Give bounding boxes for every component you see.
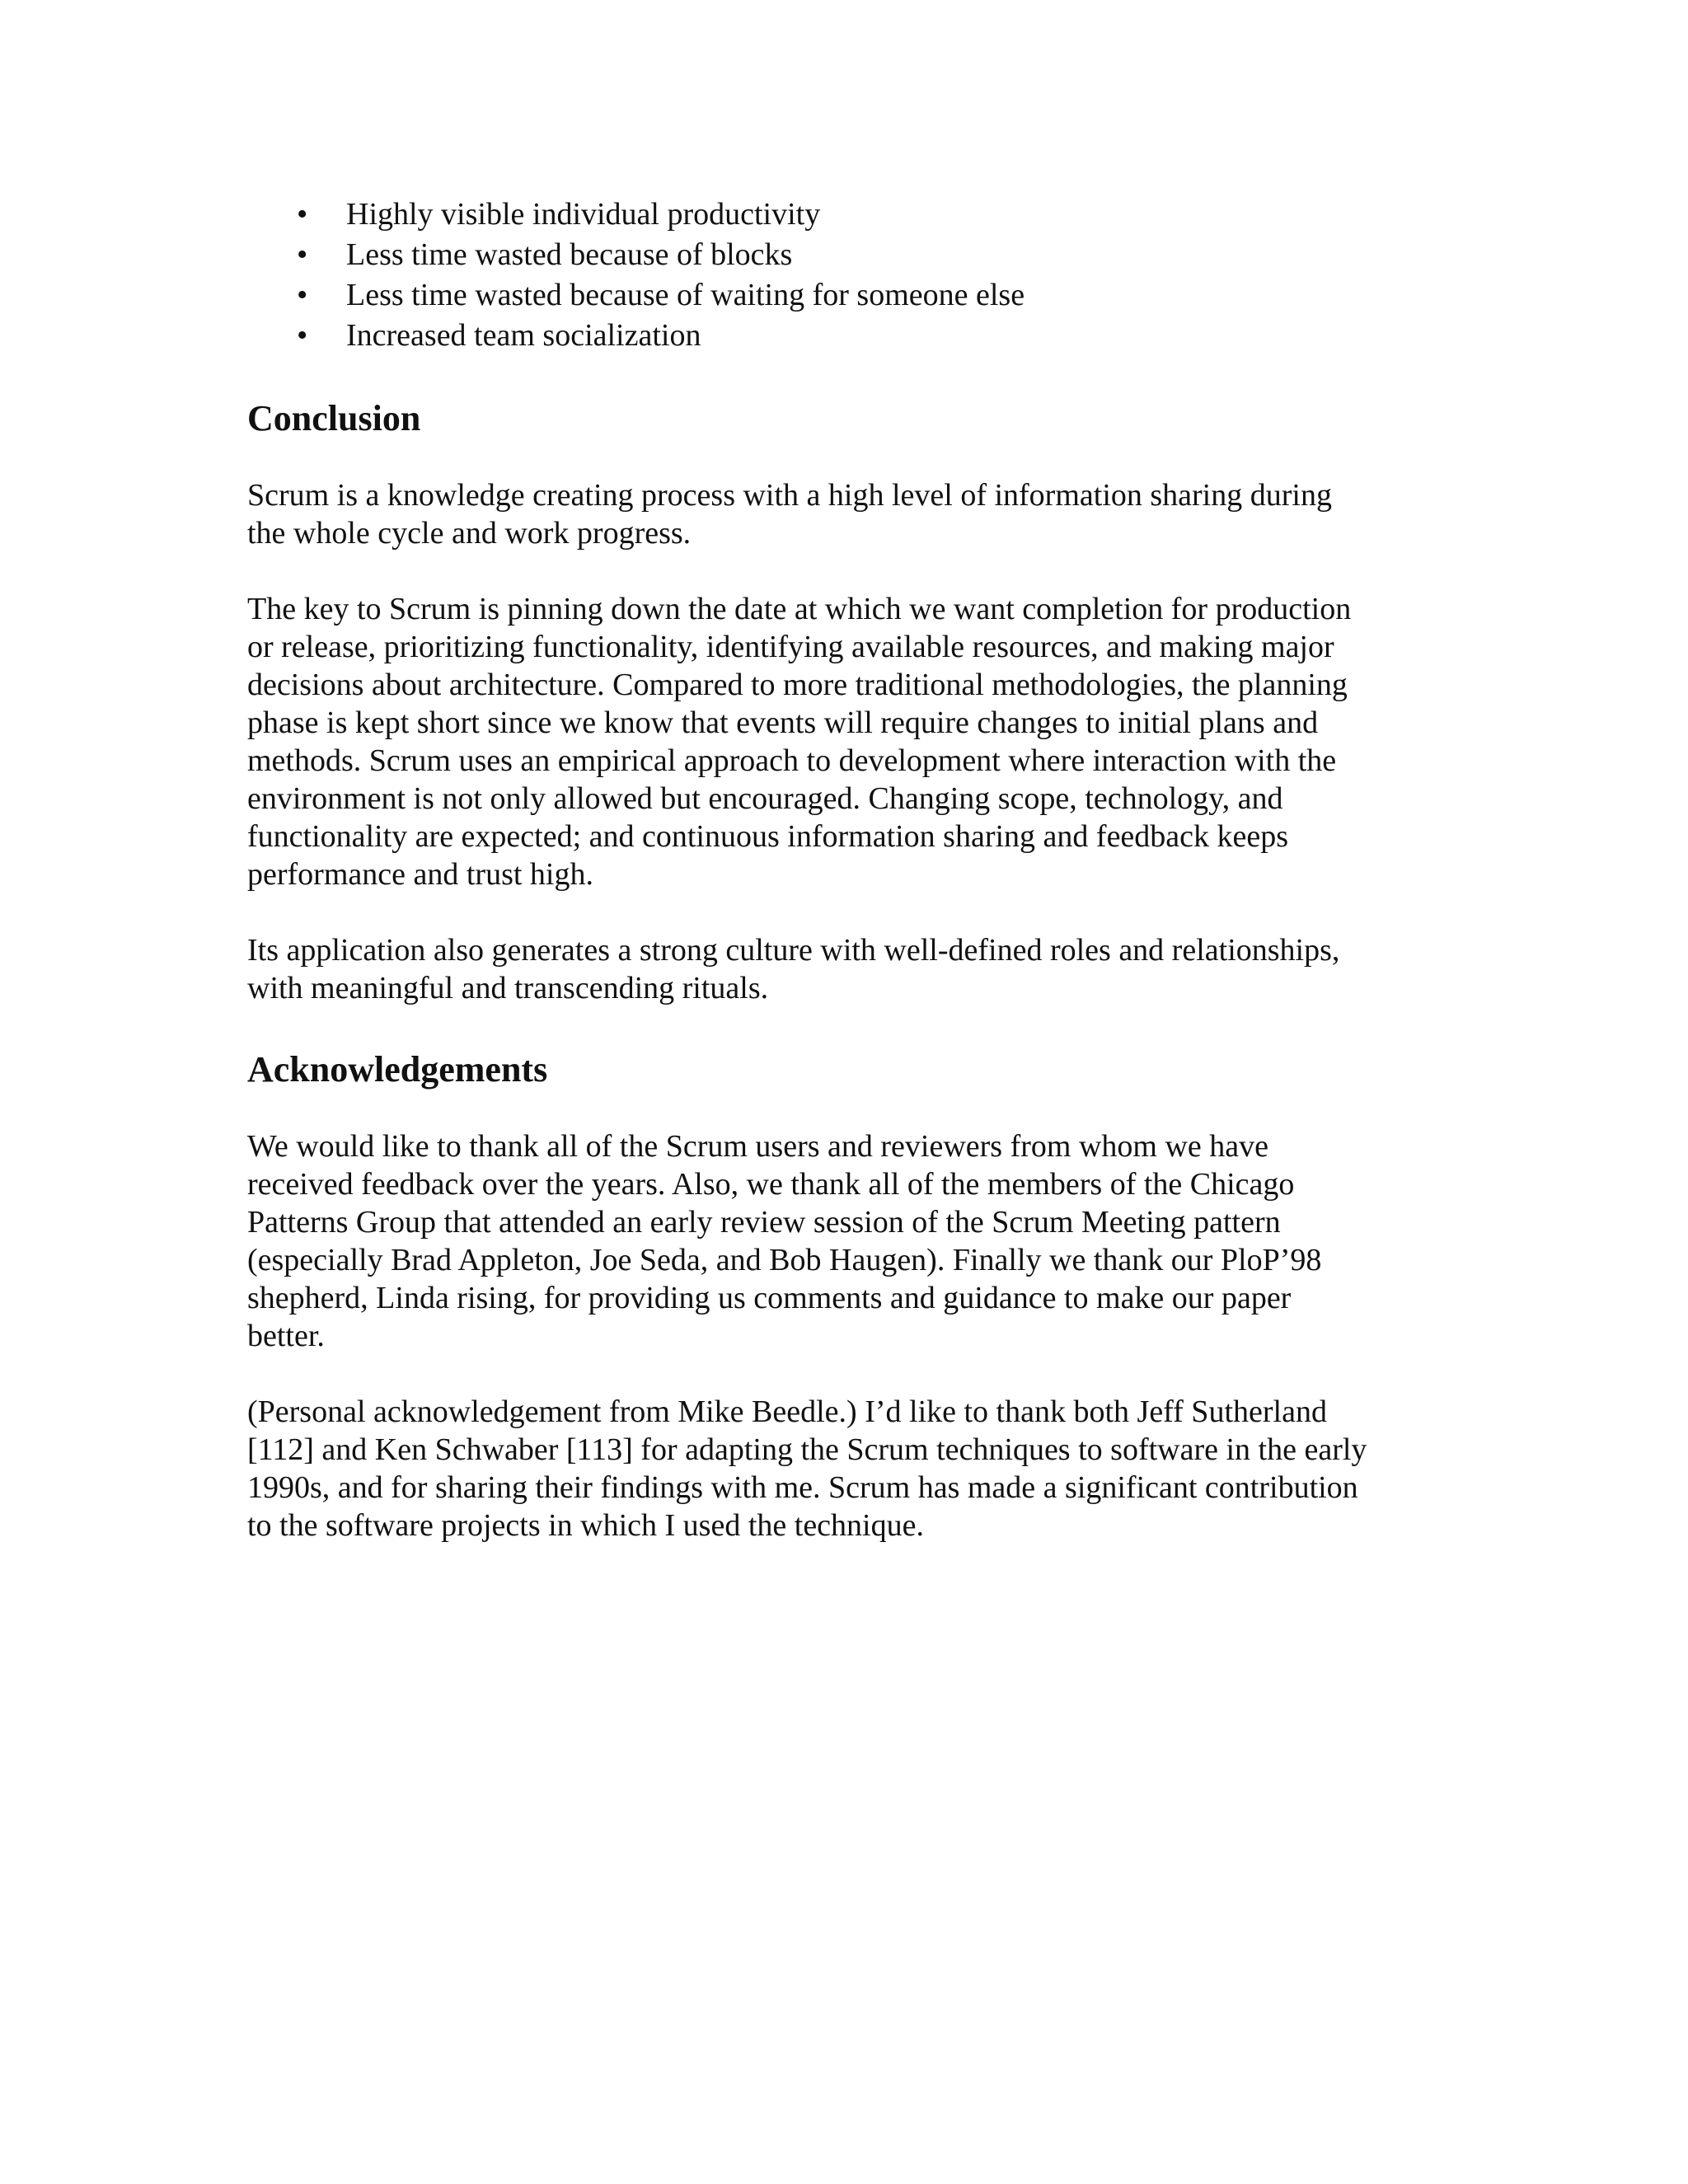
list-item [247,275,1451,316]
benefits-list [247,194,1451,356]
bullet-icon: • [297,318,308,353]
list-item [247,194,1451,235]
conclusion-heading: Conclusion [247,398,421,438]
acknowledgements-paragraph-1: We would like to thank all of the Scrum users and reviewers from whom we have received feedback over the years. Also, we thank all of the members of the Chicago Patterns Group that attended an early review session of the Scrum Meeting pattern (especially Brad Appleton, Joe Seda, and Bob Haugen). Finally we thank our PloP’98 shepherd, Linda rising, for providing us comments and guidance to make our paper better. [247,1129,1322,1353]
list-item-text: Less time wasted because of waiting for someone else [346,278,1025,312]
bullet-icon: • [297,237,308,272]
acknowledgements-heading: Acknowledgements [247,1049,548,1090]
list-item-text: Increased team socialization [346,318,701,353]
conclusion-paragraph-3: Its application also generates a strong culture with well-defined roles and relationships, with meaningful and transcending rituals. [247,933,1340,1005]
bullet-icon: • [297,278,308,312]
list-item-text: Highly visible individual productivity [346,197,821,232]
bullet-icon: • [297,197,308,232]
conclusion-paragraph-1: Scrum is a knowledge creating process with a high level of information sharing during the whole cycle and work progress. [247,478,1332,551]
list-item [247,235,1451,275]
list-item [247,316,1451,356]
list-item-text: Less time wasted because of blocks [346,237,793,272]
acknowledgements-paragraph-2: (Personal acknowledgement from Mike Beedle.) I’d like to thank both Jeff Sutherland [112] and Ken Schwaber [113] for adapting the Scrum techniques to software in the early 1990s, and for sharing their findings with me. Scrum has made a significant contribution to the software projects in which I used the technique. [247,1394,1367,1543]
conclusion-paragraph-2: The key to Scrum is pinning down the date at which we want completion for production or release, prioritizing functionality, identifying available resources, and making major decisions about architecture. Compared to more traditional methodologies, the planning phase is kept short since we know that events will require changes to initial plans and methods. Scrum uses an empirical approach to development where interaction with the environment is not only allowed but encouraged. Changing scope, technology, and functionality are expected; and continuous information sharing and feedback keeps performance and trust high. [247,592,1352,892]
document-page [247,194,1451,1544]
